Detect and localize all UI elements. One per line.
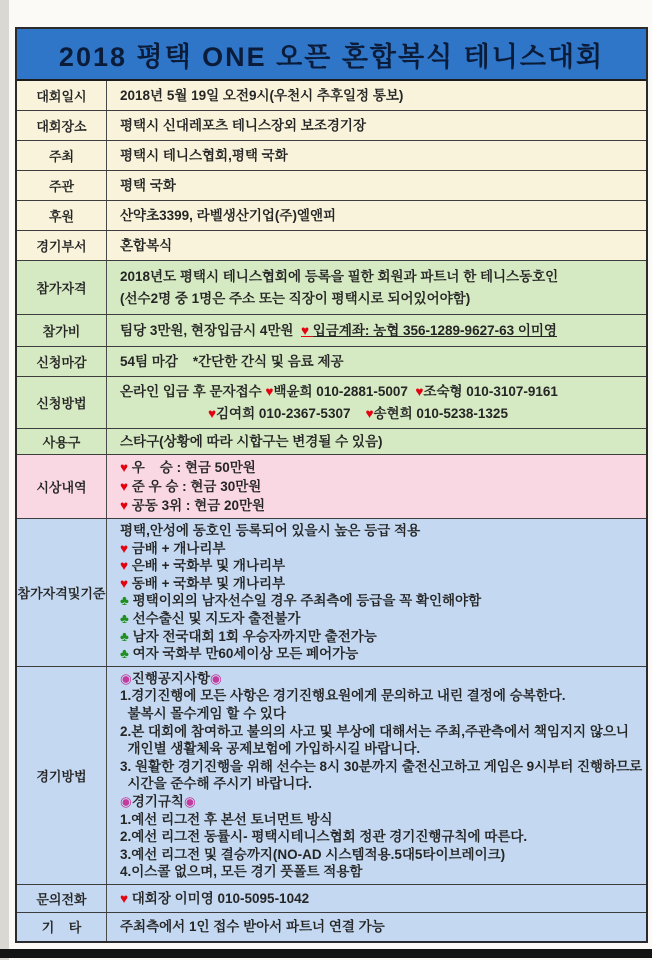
text-segment: 남자 전국대회 1회 우승자까지만 출전가능 [128, 628, 377, 644]
heart-icon: ♥ [120, 479, 129, 494]
content-line: 2.본 대회에 참여하고 불의의 사고 및 부상에 대해서는 주최,주관측에서 책임지지 않으니 [120, 723, 629, 739]
tournament-table [15, 27, 648, 943]
row-label: 사용구 [17, 429, 107, 454]
table-row [17, 429, 646, 455]
content-line [120, 793, 642, 811]
content-line: 1.경기진행에 모든 사항은 경기진행요원에게 문의하고 내린 결정에 승복한다. [120, 688, 566, 704]
bullseye-icon: ◉ [120, 793, 132, 809]
page-left-edge [0, 0, 9, 960]
row-content [107, 261, 646, 314]
row-content [107, 347, 646, 376]
row-label: 경기부서 [17, 231, 107, 260]
content-line: 54팀 마감 *간단한 간식 및 음료 제공 [120, 354, 344, 369]
row-content [107, 111, 646, 140]
content-line: (선수2명 중 1명은 주소 또는 직장이 평택시로 되어있어야함) [120, 290, 471, 306]
content-line [120, 496, 640, 515]
heart-icon: ♥ [365, 405, 374, 421]
club-icon: ♣ [120, 628, 129, 644]
heart-icon: ♥ [208, 405, 217, 421]
table-row [17, 667, 646, 885]
text-segment: 백윤희 010-2881-5007 [273, 383, 416, 399]
content-line: 평택시 테니스협회,평택 국화 [120, 148, 288, 163]
club-icon: ♣ [120, 646, 129, 662]
text-segment: 금배 + 개나리부 [128, 540, 226, 556]
content-line: 스타구(상황에 따라 시합구는 변경될 수 있음) [120, 434, 383, 449]
content-line: 불복시 몰수게임 할 수 있다 [120, 705, 286, 721]
text-segment: 은배 + 국화부 및 개나리부 [128, 558, 286, 574]
row-label: 참가자격및기준 [17, 519, 107, 666]
heart-icon: ♥ [415, 383, 424, 399]
text-segment: 준 우 승 : 현금 30만원 [128, 479, 262, 494]
row-content [107, 429, 646, 454]
content-line [120, 458, 640, 477]
content-line: 혼합복식 [120, 238, 173, 253]
text-segment: 경기규칙 [131, 793, 184, 809]
row-content [107, 171, 646, 200]
content-line [120, 628, 640, 646]
text-segment: 평택이외의 남자선수일 경우 주최측에 등급을 꼭 확인해야함 [128, 593, 482, 609]
row-label: 참가비 [17, 315, 107, 346]
content-line: 2.예선 리그전 동률시- 평택시테니스협회 정관 경기진행규칙에 따른다. [120, 829, 528, 845]
table-row [17, 141, 646, 171]
content-line [120, 321, 640, 340]
table-row [17, 81, 646, 111]
row-content [107, 231, 646, 260]
row-content [107, 455, 646, 518]
text-segment: 우 승 : 현금 50만원 [128, 460, 256, 475]
content-line: 평택시 신대레포츠 테니스장외 보조경기장 [120, 118, 366, 133]
text-segment: 공동 3위 : 현금 20만원 [128, 498, 266, 513]
content-line [120, 670, 642, 688]
row-content [107, 913, 646, 941]
table-row [17, 347, 646, 377]
content-line: 산약초3399, 라벨생산기업(주)엘앤피 [120, 208, 337, 223]
table-row [17, 261, 646, 315]
content-line: 주최측에서 1인 접수 받아서 파트너 연결 가능 [120, 919, 385, 935]
text-segment: 김여희 010-2367-5307 [216, 405, 366, 421]
row-content [107, 377, 646, 428]
content-line [120, 381, 640, 403]
row-content [107, 885, 646, 912]
text-segment: 송현희 010-5238-1325 [373, 405, 508, 421]
content-line: 개인별 생활체육 공제보험에 가입하시길 바랍니다. [120, 741, 421, 757]
content-line: 1.예선 리그전 후 본선 토너먼트 방식 [120, 811, 333, 827]
heart-icon: ♥ [120, 890, 129, 906]
text-segment: 팀당 3만원, 현장입금시 4만원 [120, 323, 301, 338]
heart-icon: ♥ [120, 498, 129, 513]
row-label: 신청방법 [17, 377, 107, 428]
content-line: 2018년도 평택시 테니스협회에 등록을 필한 회원과 파트너 한 테니스동호인 [120, 268, 559, 284]
row-label: 문의전화 [17, 885, 107, 912]
content-line: 시간을 준수해 주시기 바랍니다. [120, 776, 313, 792]
bottom-scan-line [0, 949, 652, 958]
text-segment: 진행공지사항 [131, 670, 211, 686]
content-line [120, 592, 640, 610]
heart-icon: ♥ [120, 575, 129, 591]
table-row [17, 111, 646, 141]
content-line: 평택 국화 [120, 178, 176, 193]
heart-icon: ♥ [300, 323, 313, 338]
content-line [120, 477, 640, 496]
content-line: 3. 원활한 경기진행을 위해 선수는 8시 30분까지 출전신고하고 게임은 9시부터 진행하므로 [120, 758, 643, 774]
table-row [17, 201, 646, 231]
row-content [107, 519, 646, 666]
content-line [120, 540, 640, 558]
text-segment: 대회장 이미영 010-5095-1042 [128, 890, 310, 906]
content-line [120, 575, 640, 593]
row-label: 주관 [17, 171, 107, 200]
heart-icon: ♥ [120, 460, 129, 475]
table-row [17, 885, 646, 913]
content-line: 4.이스콜 없으며, 모든 경기 풋폴트 적용함 [120, 864, 363, 880]
table-row [17, 315, 646, 347]
row-label: 신청마감 [17, 347, 107, 376]
row-label: 참가자격 [17, 261, 107, 314]
row-label: 대회장소 [17, 111, 107, 140]
text-segment: 동배 + 국화부 및 개나리부 [128, 575, 286, 591]
row-label: 기 타 [17, 913, 107, 941]
row-content [107, 141, 646, 170]
row-label: 경기방법 [17, 667, 107, 884]
table-row [17, 377, 646, 429]
heart-icon: ♥ [120, 558, 129, 574]
bullseye-icon: ◉ [210, 670, 222, 686]
content-line [120, 557, 640, 575]
club-icon: ♣ [120, 593, 129, 609]
content-line: 3.예선 리그전 및 결승까지(NO-AD 시스템적용.5대5타이브레이크) [120, 846, 506, 862]
row-content [107, 201, 646, 230]
tournament-title: 2018 평택 ONE 오픈 혼합복식 테니스대회 [17, 29, 646, 81]
row-label: 대회일시 [17, 81, 107, 110]
table-body [17, 81, 646, 941]
row-content [107, 315, 646, 346]
content-line [120, 645, 640, 663]
row-label: 시상내역 [17, 455, 107, 518]
content-line [120, 889, 640, 908]
table-row [17, 519, 646, 667]
content-line [120, 403, 640, 425]
content-line [120, 610, 640, 628]
text-segment: 선수출신 및 지도자 출전불가 [128, 610, 301, 626]
content-line: 평택,안성에 동호인 등록되어 있을시 높은 등급 적용 [120, 523, 421, 538]
content-line: 2018년 5월 19일 오전9시(우천시 추후일정 통보) [120, 88, 404, 103]
table-row [17, 231, 646, 261]
row-label: 후원 [17, 201, 107, 230]
row-label: 주최 [17, 141, 107, 170]
bullseye-icon: ◉ [120, 670, 132, 686]
row-content [107, 81, 646, 110]
text-segment: 입금계좌: 농협 356-1289-9627-63 이미영 [312, 323, 557, 338]
table-row [17, 171, 646, 201]
club-icon: ♣ [120, 610, 129, 626]
table-row [17, 455, 646, 519]
row-content [107, 667, 648, 884]
table-row [17, 913, 646, 941]
text-segment: 온라인 입금 후 문자접수 [120, 383, 266, 399]
bullseye-icon: ◉ [183, 793, 196, 809]
text-segment: 여자 국화부 만60세이상 모든 페어가능 [128, 646, 359, 662]
heart-icon: ♥ [120, 540, 129, 556]
text-segment: 조숙형 010-3107-9161 [423, 383, 558, 399]
heart-icon: ♥ [265, 383, 274, 399]
